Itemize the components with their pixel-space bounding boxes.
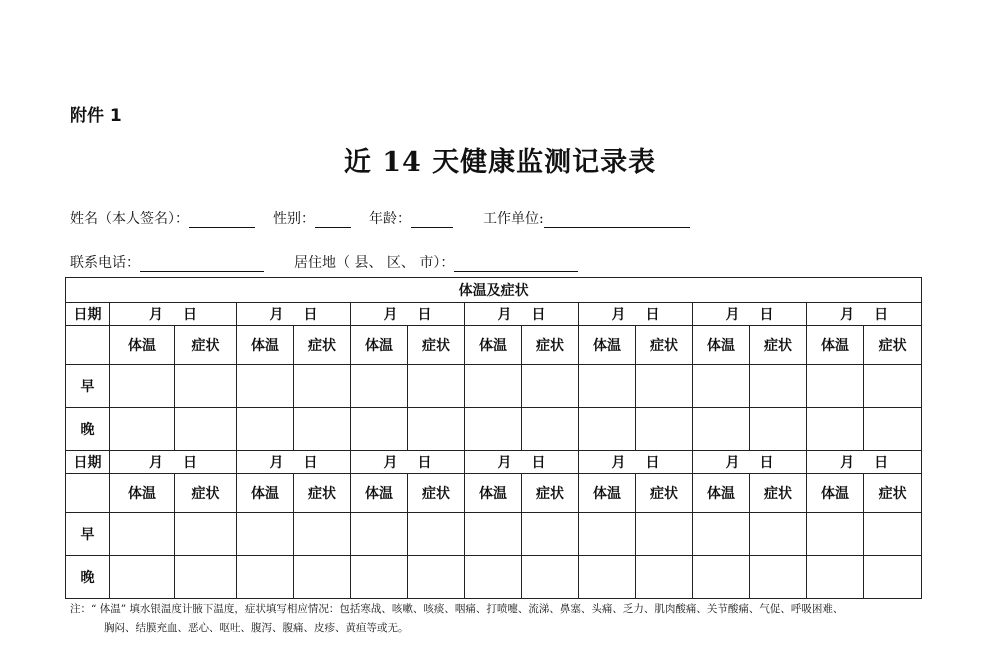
- month-day: [465, 304, 578, 324]
- phone-label: 联系电话：: [70, 255, 140, 271]
- evening-entry-cell[interactable]: [237, 556, 294, 599]
- morning-entry-cell[interactable]: [579, 365, 636, 408]
- symptom-header: 症状: [522, 474, 579, 513]
- day-label: 日: [759, 307, 774, 323]
- evening-entry-cell[interactable]: [693, 408, 750, 451]
- morning-entry-cell[interactable]: [693, 365, 750, 408]
- evening-label: 晚: [66, 556, 110, 599]
- footnote-line-2: 胸闷、结膜充血、恶心、呕吐、腹泻、腹痛、皮疹、黄疸等或无。: [104, 622, 409, 634]
- age-field[interactable]: [411, 211, 453, 228]
- evening-entry-cell[interactable]: [175, 408, 237, 451]
- evening-entry-cell[interactable]: [175, 556, 237, 599]
- date-cell: [465, 451, 579, 474]
- morning-entry-cell[interactable]: [294, 513, 351, 556]
- evening-entry-cell[interactable]: [693, 556, 750, 599]
- morning-entry-cell[interactable]: [636, 365, 693, 408]
- date-label: 日期: [66, 451, 110, 474]
- symptom-header: 症状: [864, 326, 922, 365]
- temperature-header: 体温: [579, 326, 636, 365]
- morning-entry-cell[interactable]: [110, 365, 175, 408]
- day-label: 日: [417, 307, 432, 323]
- month-label: 月: [611, 307, 626, 323]
- evening-entry-cell[interactable]: [807, 556, 864, 599]
- morning-entry-cell[interactable]: [175, 513, 237, 556]
- gender-field[interactable]: [315, 211, 351, 228]
- symptom-header: 症状: [750, 474, 807, 513]
- month-label: 月: [383, 307, 398, 323]
- date-cell: [110, 451, 237, 474]
- symptom-header: 症状: [636, 474, 693, 513]
- evening-entry-cell[interactable]: [636, 556, 693, 599]
- health-record-table: [65, 277, 922, 599]
- symptom-header: 症状: [408, 326, 465, 365]
- morning-entry-cell[interactable]: [750, 513, 807, 556]
- work-unit-field[interactable]: [544, 211, 690, 228]
- evening-entry-cell[interactable]: [750, 408, 807, 451]
- morning-entry-cell[interactable]: [465, 365, 522, 408]
- residence-field[interactable]: [454, 255, 578, 272]
- date-label: 日期: [66, 303, 110, 326]
- evening-label: 晚: [66, 408, 110, 451]
- day-label: 日: [645, 455, 660, 471]
- blank-cell: [66, 474, 110, 513]
- footnote-line-1: 注：“ 体温” 填水银温度计腋下温度，症状填写相应情况：包括寒战、咳嗽、咳痰、咽痛、打喷嚏、流涕、鼻塞、头痛、乏力、肌肉酸痛、关节酸痛、气促、呼吸困难、: [70, 603, 844, 615]
- month-day: [579, 304, 692, 324]
- month-day: [110, 304, 236, 324]
- date-cell: [807, 303, 922, 326]
- morning-entry-cell[interactable]: [522, 365, 579, 408]
- month-label: 月: [149, 307, 163, 323]
- evening-entry-cell[interactable]: [864, 556, 922, 599]
- month-label: 月: [611, 455, 626, 471]
- evening-entry-cell[interactable]: [522, 408, 579, 451]
- symptom-header: 症状: [175, 474, 237, 513]
- evening-entry-cell[interactable]: [864, 408, 922, 451]
- phone-field[interactable]: [140, 255, 264, 272]
- day-label: 日: [303, 307, 318, 323]
- date-cell: [807, 451, 922, 474]
- day-label: 日: [874, 307, 889, 323]
- table-header: 体温及症状: [66, 278, 922, 303]
- temperature-header: 体温: [465, 474, 522, 513]
- date-cell: [693, 303, 807, 326]
- temperature-header: 体温: [579, 474, 636, 513]
- evening-entry-cell[interactable]: [750, 556, 807, 599]
- morning-entry-cell[interactable]: [864, 513, 922, 556]
- age-label: 年龄：: [369, 211, 411, 227]
- symptom-header: 症状: [864, 474, 922, 513]
- month-label: 月: [840, 455, 855, 471]
- evening-entry-cell[interactable]: [351, 408, 408, 451]
- evening-entry-cell[interactable]: [408, 556, 465, 599]
- date-cell: [237, 303, 351, 326]
- evening-entry-cell[interactable]: [579, 556, 636, 599]
- month-day: [693, 304, 806, 324]
- date-cell: [351, 303, 465, 326]
- temperature-header: 体温: [465, 326, 522, 365]
- morning-entry-cell[interactable]: [237, 513, 294, 556]
- morning-entry-cell[interactable]: [408, 365, 465, 408]
- evening-entry-cell[interactable]: [522, 556, 579, 599]
- footnote: [70, 600, 950, 638]
- residence-label: 居住地（ 县、 区、 市）：: [294, 255, 455, 271]
- symptom-header: 症状: [294, 326, 351, 365]
- symptom-header: 症状: [636, 326, 693, 365]
- evening-entry-cell[interactable]: [465, 556, 522, 599]
- symptom-header: 症状: [294, 474, 351, 513]
- month-label: 月: [269, 307, 284, 323]
- evening-entry-cell[interactable]: [237, 408, 294, 451]
- evening-entry-cell[interactable]: [636, 408, 693, 451]
- evening-entry-cell[interactable]: [579, 408, 636, 451]
- day-label: 日: [303, 455, 318, 471]
- day-label: 日: [417, 455, 432, 471]
- morning-entry-cell[interactable]: [579, 513, 636, 556]
- temperature-header: 体温: [807, 474, 864, 513]
- day-label: 日: [874, 455, 889, 471]
- morning-entry-cell[interactable]: [750, 365, 807, 408]
- name-field[interactable]: [189, 211, 255, 228]
- morning-entry-cell[interactable]: [237, 365, 294, 408]
- morning-entry-cell[interactable]: [175, 365, 237, 408]
- day-label: 日: [183, 455, 197, 471]
- symptom-header: 症状: [175, 326, 237, 365]
- name-label: 姓名（本人签名）：: [70, 211, 189, 227]
- morning-entry-cell[interactable]: [110, 513, 175, 556]
- day-label: 日: [645, 307, 660, 323]
- date-cell: [693, 451, 807, 474]
- temperature-header: 体温: [237, 326, 294, 365]
- month-label: 月: [725, 455, 740, 471]
- blank-cell: [66, 326, 110, 365]
- temperature-header: 体温: [807, 326, 864, 365]
- evening-entry-cell[interactable]: [807, 408, 864, 451]
- gender-label: 性别：: [273, 211, 315, 227]
- form-line-2: [70, 252, 596, 272]
- morning-label: 早: [66, 513, 110, 556]
- month-day: [351, 452, 464, 472]
- page-title: 近 14 天健康监测记录表: [343, 147, 657, 178]
- symptom-header: 症状: [408, 474, 465, 513]
- evening-entry-cell[interactable]: [110, 556, 175, 599]
- month-day: [237, 304, 350, 324]
- evening-entry-cell[interactable]: [465, 408, 522, 451]
- month-day: [693, 452, 806, 472]
- month-day: [579, 452, 692, 472]
- morning-entry-cell[interactable]: [807, 513, 864, 556]
- month-label: 月: [269, 455, 284, 471]
- temperature-header: 体温: [110, 474, 175, 513]
- temperature-header: 体温: [110, 326, 175, 365]
- date-cell: [110, 303, 237, 326]
- morning-entry-cell[interactable]: [351, 365, 408, 408]
- morning-entry-cell[interactable]: [408, 513, 465, 556]
- month-day: [351, 304, 464, 324]
- date-cell: [237, 451, 351, 474]
- morning-entry-cell[interactable]: [294, 365, 351, 408]
- morning-label: 早: [66, 365, 110, 408]
- evening-entry-cell[interactable]: [351, 556, 408, 599]
- day-label: 日: [531, 455, 546, 471]
- morning-entry-cell[interactable]: [864, 365, 922, 408]
- morning-entry-cell[interactable]: [807, 365, 864, 408]
- day-label: 日: [531, 307, 546, 323]
- date-cell: [579, 303, 693, 326]
- evening-entry-cell[interactable]: [294, 408, 351, 451]
- work-unit-label: 工作单位:: [483, 211, 544, 227]
- temperature-header: 体温: [693, 474, 750, 513]
- month-label: 月: [840, 307, 855, 323]
- month-day: [237, 452, 350, 472]
- morning-entry-cell[interactable]: [522, 513, 579, 556]
- month-label: 月: [383, 455, 398, 471]
- month-label: 月: [497, 455, 512, 471]
- temperature-header: 体温: [237, 474, 294, 513]
- month-label: 月: [725, 307, 740, 323]
- form-line-1: [70, 208, 708, 228]
- day-label: 日: [759, 455, 774, 471]
- day-label: 日: [183, 307, 197, 323]
- attachment-label: 附件 1: [70, 106, 122, 126]
- month-day: [110, 452, 236, 472]
- morning-entry-cell[interactable]: [351, 513, 408, 556]
- month-label: 月: [149, 455, 163, 471]
- morning-entry-cell[interactable]: [636, 513, 693, 556]
- month-day: [465, 452, 578, 472]
- temperature-header: 体温: [351, 474, 408, 513]
- evening-entry-cell[interactable]: [408, 408, 465, 451]
- temperature-header: 体温: [351, 326, 408, 365]
- morning-entry-cell[interactable]: [693, 513, 750, 556]
- symptom-header: 症状: [522, 326, 579, 365]
- temperature-header: 体温: [693, 326, 750, 365]
- evening-entry-cell[interactable]: [294, 556, 351, 599]
- symptom-header: 症状: [750, 326, 807, 365]
- date-cell: [351, 451, 465, 474]
- date-cell: [579, 451, 693, 474]
- date-cell: [465, 303, 579, 326]
- evening-entry-cell[interactable]: [110, 408, 175, 451]
- month-day: [807, 452, 921, 472]
- month-label: 月: [497, 307, 512, 323]
- morning-entry-cell[interactable]: [465, 513, 522, 556]
- month-day: [807, 304, 921, 324]
